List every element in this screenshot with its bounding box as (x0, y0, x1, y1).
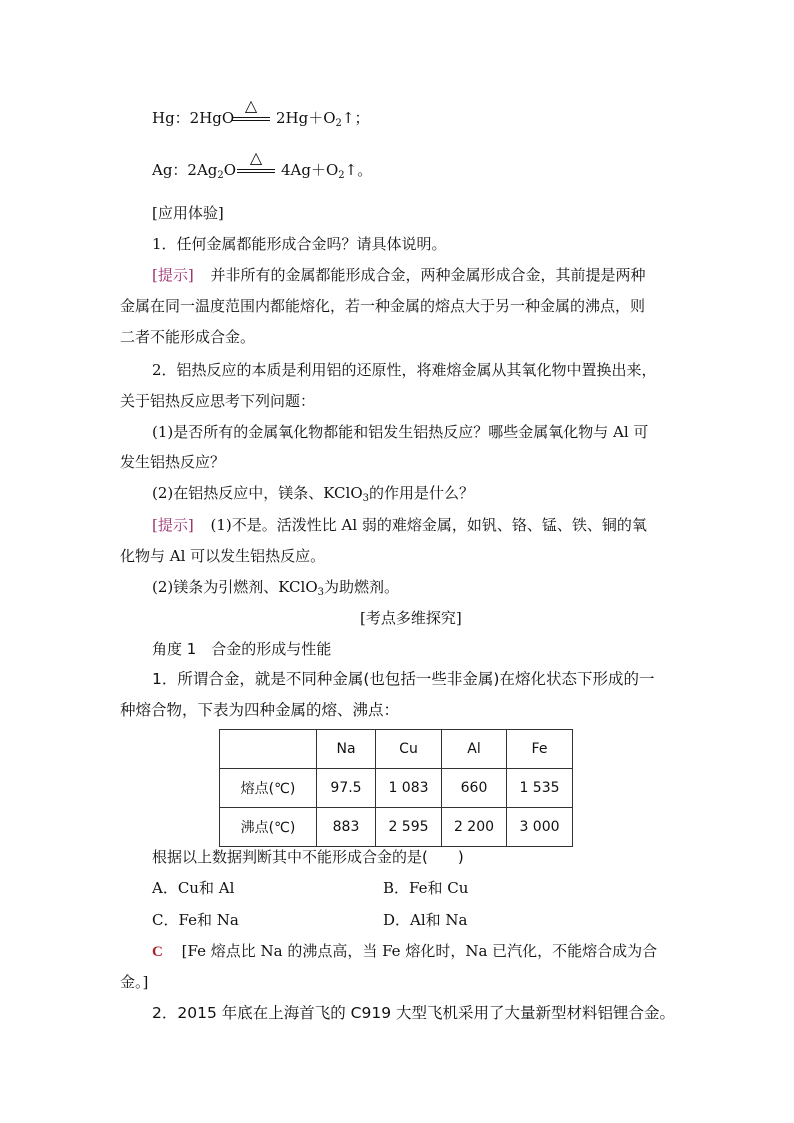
table-row (220, 769, 573, 808)
paragraph-1-line-1: 1．所谓合金，就是不同种金属(也包括一些非金属)在熔化状态下形成的一 (152, 670, 655, 688)
table-header-cell: Al (442, 730, 507, 769)
equation-hg-reactant: Hg：2HgO (152, 109, 235, 127)
equation-ag: Ag：$2Ag_2O$ (152, 161, 237, 181)
answer-explanation-line-1: C [Fe 熔点比 Na 的沸点高，当 Fe 熔化时，Na 已汽化，不能熔合成为合 (152, 942, 658, 960)
answer-letter: C (152, 944, 163, 960)
question-2-sub-2: (2)在铝热反应中，镁条、KClO$_3$的作用是什么？ (152, 484, 475, 504)
section-heading-explore: [考点多维探究] (360, 609, 462, 627)
answer-explanation-line-2: 金。] (120, 973, 149, 991)
paragraph-1-line-2: 种熔合物，下表为四种金属的熔、沸点： (120, 701, 400, 719)
option-c: C．Fe和 Na (152, 911, 239, 929)
answer-2-line-3: (2)镁条为引燃剂、KClO$_3$为助燃剂。 (152, 578, 400, 598)
table-cell: 沸点(℃) (220, 808, 317, 847)
equation-hg (152, 109, 234, 127)
question-2-sub-1-line-1: (1)是否所有的金属氧化物都能和铝发生铝热反应？哪些金属氧化物与 Al 可 (152, 423, 649, 441)
hint-label: [提示] (152, 516, 194, 534)
table-cell: 2 200 (442, 808, 507, 847)
equation-ag-products: $4Ag+O_2↑$。 (281, 161, 373, 181)
table-header-cell (220, 730, 317, 769)
equation-hg-products: $2Hg+O_2↑$； (276, 109, 370, 129)
equation-hg-arrow (232, 96, 270, 123)
heat-condition-icon: △ (244, 96, 258, 115)
question-2-line-2: 关于铝热反应思考下列问题： (120, 392, 316, 410)
option-b: B．Fe和 Cu (383, 879, 469, 897)
heat-condition-icon: △ (249, 148, 263, 167)
table-cell: 660 (442, 769, 507, 808)
table-header-cell: Cu (376, 730, 442, 769)
table-header-cell: Na (317, 730, 376, 769)
option-d: D．Al和 Na (383, 911, 468, 929)
equation-ag-arrow (237, 148, 275, 175)
section-heading-apply: [应用体验] (152, 204, 224, 222)
table-cell: 熔点(℃) (220, 769, 317, 808)
answer-1-line-2: 金属在同一温度范围内都能熔化，若一种金属的熔点大于另一种金属的沸点，则 (120, 297, 646, 315)
table-cell: 1 083 (376, 769, 442, 808)
question-2-sub-1-line-2: 发生铝热反应？ (120, 453, 226, 471)
question-2-line-1: 2．铝热反应的本质是利用铝的还原性，将难熔金属从其氧化物中置换出来， (152, 361, 657, 379)
table-row (220, 808, 573, 847)
question-prompt: 根据以上数据判断其中不能形成合金的是( ) (152, 848, 464, 866)
answer-1-line-3: 二者不能形成合金。 (120, 328, 256, 346)
paragraph-2: 2．2015 年底在上海首飞的 C919 大型飞机采用了大量新型材料铝锂合金。 (152, 1004, 675, 1022)
table-cell: 3 000 (507, 808, 573, 847)
answer-2-line-1: [提示] (1)不是。活泼性比 Al 弱的难熔金属，如钒、铬、锰、铁、铜的氧 (152, 516, 647, 534)
table-cell: 1 535 (507, 769, 573, 808)
option-a: A．Cu和 Al (152, 879, 235, 897)
question-1: 1．任何金属都能形成合金吗？请具体说明。 (152, 235, 447, 253)
answer-2-line-2: 化物与 Al 可以发生铝热反应。 (120, 547, 326, 565)
answer-1-line-1: [提示] 并非所有的金属都能形成合金，两种金属形成合金，其前提是两种 (152, 266, 646, 284)
table-header-row (220, 730, 573, 769)
table-cell: 883 (317, 808, 376, 847)
table-header-cell: Fe (507, 730, 573, 769)
table-cell: 97.5 (317, 769, 376, 808)
melting-boiling-table (219, 729, 573, 847)
hint-label: [提示] (152, 266, 194, 284)
angle-heading: 角度 1 合金的形成与性能 (152, 640, 332, 658)
table-cell: 2 595 (376, 808, 442, 847)
